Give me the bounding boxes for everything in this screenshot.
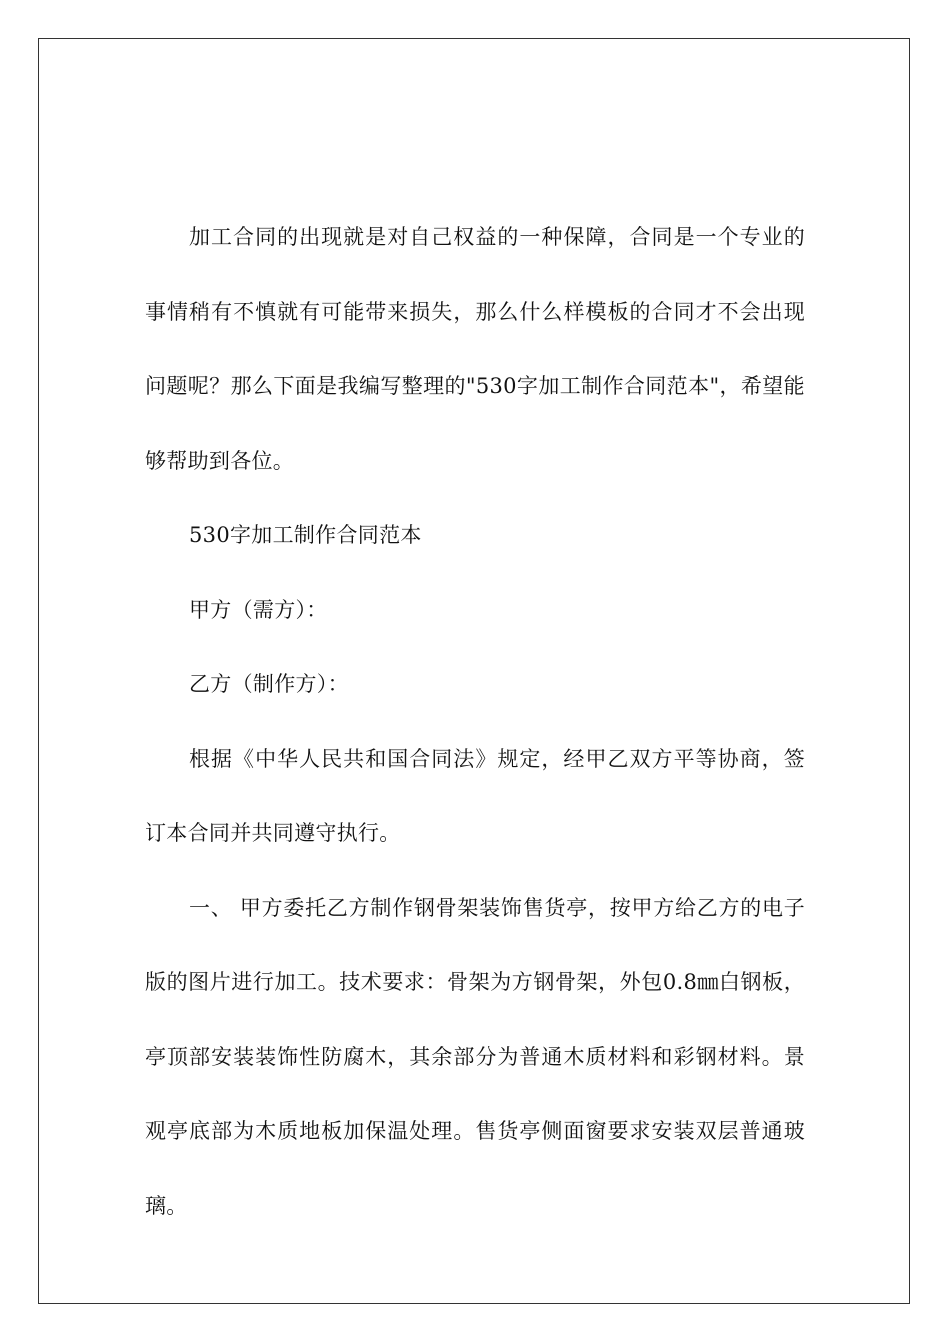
intro-paragraph: 加工合同的出现就是对自己权益的一种保障，合同是一个专业的事情稍有不慎就有可能带来损失，那么什么样模板的合同才不会出现问题呢？那么下面是我编写整理的"530字加工制作合同范本"，希望能够帮助到各位。 [145, 225, 805, 473]
party-a-line: 甲方（需方）： [189, 597, 328, 622]
clause-1-paragraph: 一、 甲方委托乙方制作钢骨架装饰售货亭，按甲方给乙方的电子版的图片进行加工。技术要求：骨架为方钢骨架，外包0.8㎜白钢板，亭顶部安装装饰性防腐木，其余部分为普通木质材料和彩钢材料。景观亭底部为木质地板加保温处理。售货亭侧面窗要求安装双层普通玻璃。 [145, 895, 805, 1218]
party-b-line: 乙方（制作方）： [189, 672, 349, 696]
contract-title: 530字加工制作合同范本 [189, 523, 422, 547]
preamble-paragraph: 根据《中华人民共和国合同法》规定，经甲乙双方平等协商，签订本合同并共同遵守执行。 [145, 746, 805, 845]
document-body [145, 200, 805, 1243]
